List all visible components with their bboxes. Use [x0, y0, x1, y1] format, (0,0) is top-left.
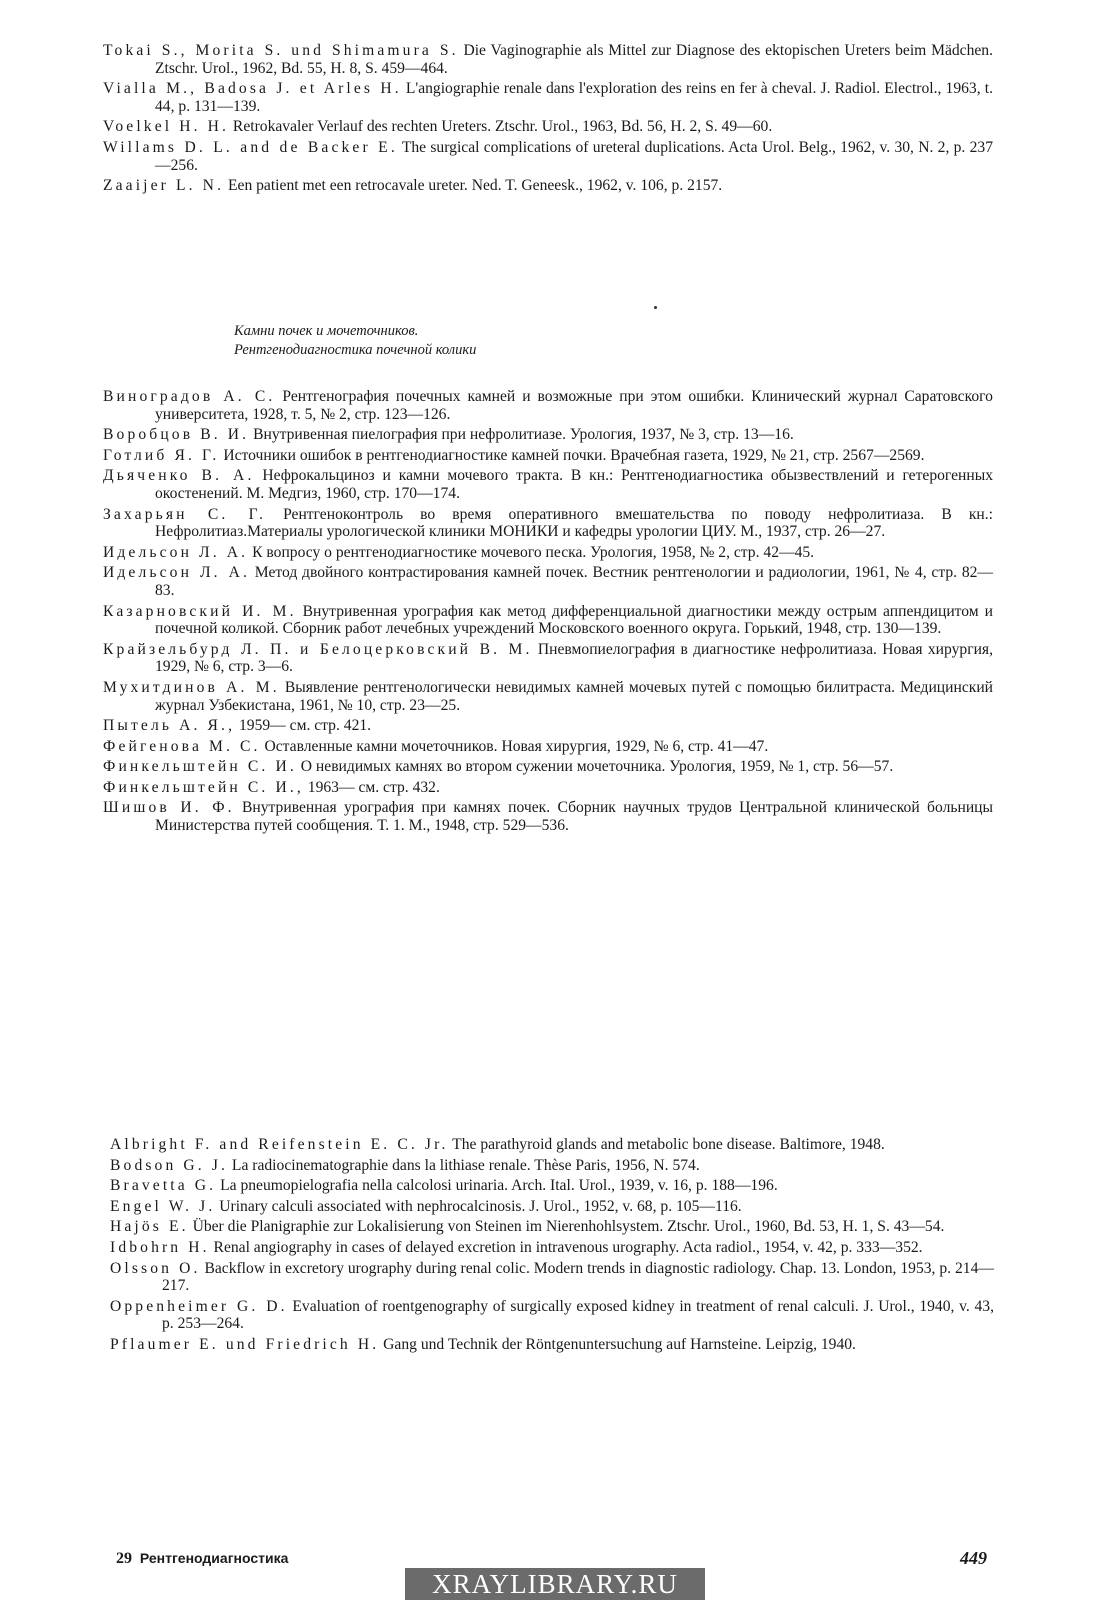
reference-entry — [103, 544, 993, 562]
reference-author: Казарновский И. М. — [103, 602, 297, 620]
reference-entry — [103, 80, 993, 115]
reference-author: Idbohrn H. — [110, 1238, 210, 1256]
reference-author: Pflaumer E. und Friedrich H. — [110, 1335, 380, 1353]
print-speck — [654, 306, 657, 309]
section-heading-line-1: Камни почек и мочеточников. — [234, 323, 419, 339]
reference-author: Финкельштейн С. И. — [103, 758, 297, 776]
reference-entry — [103, 467, 993, 502]
reference-text: Evaluation of roentgenography of surgically exposed kidney in treatment of renal calculi. J. Urol., 1940, v. 43, p. 253—264. — [162, 1297, 995, 1333]
reference-author: Крайзельбурд Л. П. и Белоцерковский В. М. — [103, 640, 533, 658]
reference-entry — [103, 799, 993, 834]
reference-list-russian — [103, 388, 993, 838]
reference-text: Внутривенная пиелография при нефролитиазе. Урология, 1937, № 3, стр. 13—16. — [249, 426, 794, 444]
reference-entry — [103, 717, 993, 735]
reference-entry — [110, 1177, 994, 1195]
reference-list-top — [103, 42, 993, 198]
page-number: 449 — [960, 1548, 987, 1568]
reference-author: Шишов И. Ф. — [103, 799, 235, 817]
reference-author: Bodson G. J. — [110, 1156, 229, 1174]
signature-title: Рентгенодиагностика — [139, 1550, 289, 1566]
reference-text: Выявление рентгенологически невидимых камней мочевых путей с помощью билитраста. Медицинский журнал Узбекистана, 1961, № 10, стр. 23—25. — [155, 678, 994, 714]
reference-author: Albright F. and Reifenstein E. C. Jr. — [110, 1136, 449, 1153]
reference-author: Идельсон Л. А. — [103, 564, 250, 582]
reference-author: Tokai S., Morita S. und Shimamura S. — [103, 42, 459, 59]
reference-text: Рентгенография почечных камней и возможные при этом ошибки. Клинический журнал Саратовского университета, 1928, т. 5, № 2, стр. 123—126. — [155, 388, 993, 423]
reference-author: Bravetta G. — [110, 1177, 217, 1195]
reference-author: Идельсон Л. А. — [103, 543, 249, 561]
reference-text: Een patient met een retrocavale ureter. Ned. T. Geneesk., 1962, v. 106, p. 2157. — [224, 177, 723, 195]
reference-text: Retrokavaler Verlauf des rechten Ureters. Ztschr. Urol., 1963, Bd. 56, H. 2, S. 49—60. — [229, 118, 773, 136]
reference-author: Мухитдинов А. М. — [103, 678, 280, 696]
reference-text: Die Vaginographie als Mittel zur Diagnose des ektopischen Ureters beim Mädchen. Ztschr. Urol., 1962, Bd. 55, H. 8, S. 459—464. — [155, 42, 993, 77]
reference-text: Внутривенная урография при камнях почек. Сборник научных трудов Центральной клинической больницы Министерства путей сообщения. Т. 1. М., 1948, стр. 529—536. — [155, 799, 993, 835]
reference-entry — [103, 679, 993, 714]
reference-list-foreign — [110, 1136, 994, 1357]
reference-entry — [103, 779, 993, 797]
reference-entry — [103, 42, 993, 77]
reference-text: 1959— см. стр. 421. — [235, 717, 372, 735]
reference-entry — [103, 506, 993, 541]
reference-entry — [103, 447, 993, 465]
reference-text: Renal angiography in cases of delayed excretion in intravenous urography. Acta radiol., 1954, v. 42, p. 333—352. — [209, 1238, 923, 1256]
reference-entry — [103, 564, 993, 599]
reference-text: L'angiographie renale dans l'exploration des reins en fer à cheval. J. Radiol. Electrol., 1963, t. 44, p. 131—139. — [155, 80, 993, 115]
reference-text: Внутривенная урография как метод дифференциальной диагностики между острым аппендицитом и почечной коликой. Сборник работ лечебных учреждений Московского военного округа. Горький, 1948, стр. 130—139. — [155, 602, 993, 638]
reference-entry — [103, 139, 993, 174]
reference-author: Engel W. J. — [110, 1197, 216, 1215]
reference-text: Метод двойного контрастирования камней почек. Вестник рентгенологии и радиологии, 1961, № 4, стр. 82—83. — [155, 564, 994, 599]
reference-text: О невидимых камнях во втором сужении мочеточника. Урология, 1959, № 1, стр. 56—57. — [296, 758, 894, 776]
reference-text: Источники ошибок в рентгенодиагностике камней почки. Врачебная газета, 1929, № 21, стр. 2567—2569. — [219, 446, 925, 464]
reference-text: La pneumopielografia nella calcolosi urinaria. Arch. Ital. Urol., 1939, v. 16, p. 188—196. — [216, 1177, 778, 1195]
reference-author: Hajös E. — [110, 1218, 189, 1236]
reference-entry — [103, 388, 993, 423]
reference-text: 1963— см. стр. 432. — [303, 778, 440, 796]
reference-author: Финкельштейн С. И., — [103, 778, 304, 796]
reference-entry — [103, 738, 993, 756]
reference-text: La radiocinematographie dans la lithiase renale. Thèse Paris, 1956, N. 574. — [228, 1156, 700, 1174]
reference-author: Фейгенова М. С. — [103, 737, 261, 755]
reference-entry — [110, 1136, 994, 1154]
reference-entry — [103, 603, 993, 638]
reference-text: Пневмопиелография в диагностике нефролитиаза. Новая хирургия, 1929, № 6, стр. 3—6. — [155, 640, 994, 676]
reference-author: Дьяченко В. А. — [103, 467, 255, 485]
reference-author: Willams D. L. and de Backer E. — [103, 138, 398, 156]
reference-text: Оставленные камни мочеточников. Новая хирургия, 1929, № 6, стр. 41—47. — [260, 737, 769, 755]
section-heading — [234, 322, 476, 360]
reference-entry — [110, 1260, 994, 1295]
reference-entry — [103, 177, 993, 195]
watermark: XRAYLIBRARY.RU — [405, 1568, 705, 1600]
reference-entry — [110, 1239, 994, 1257]
reference-author: Виноградов А. С. — [103, 388, 276, 405]
reference-author: Воробцов В. И. — [103, 426, 250, 444]
signature-number: 29 — [116, 1550, 132, 1567]
reference-author: Пытель А. Я., — [103, 717, 236, 735]
reference-text: The surgical complications of ureteral duplications. Acta Urol. Belg., 1962, v. 30, N. 2, p. 237—256. — [155, 138, 993, 174]
reference-text: The parathyroid glands and metabolic bone disease. Baltimore, 1948. — [448, 1136, 885, 1153]
reference-entry — [110, 1157, 994, 1175]
reference-author: Olsson O. — [110, 1259, 201, 1277]
reference-text: Über die Planigraphie zur Lokalisierung von Steinen im Nierenhohlsystem. Ztschr. Urol., 1960, Bd. 53, H. 1, S. 43—54. — [188, 1218, 945, 1236]
reference-text: К вопросу о рентгенодиагностике мочевого песка. Урология, 1958, № 2, стр. 42—45. — [248, 543, 815, 561]
reference-text: Нефрокальциноз и камни мочевого тракта. В кн.: Рентгенодиагностика обызвествлений и гетерогенных окостенений. М. Медгиз, 1960, стр. 170—174. — [155, 467, 993, 502]
reference-text: Gang und Technik der Röntgenuntersuchung auf Harnsteine. Leipzig, 1940. — [379, 1335, 856, 1353]
section-heading-line-2: Рентгенодиагностика почечной колики — [234, 342, 477, 358]
reference-entry — [103, 118, 993, 136]
reference-author: Oppenheimer G. D. — [110, 1297, 288, 1315]
reference-author: Vialla M., Badosa J. et Arles H. — [103, 80, 402, 98]
reference-entry — [110, 1336, 994, 1354]
reference-entry — [110, 1298, 994, 1333]
reference-entry — [103, 426, 993, 444]
footer-signature — [116, 1550, 288, 1568]
reference-text: Backflow in excretory urography during renal colic. Modern trends in diagnostic radiology. Chap. 13. London, 1953, p. 214—217. — [162, 1259, 994, 1295]
reference-entry — [103, 758, 993, 776]
reference-author: Готлиб Я. Г. — [103, 446, 220, 464]
reference-entry — [110, 1218, 994, 1236]
reference-author: Voelkel H. H. — [103, 118, 230, 136]
reference-text: Рентгеноконтроль во время оперативного вмешательства по поводу нефролитиаза. В кн.: Нефролитиаз.Материалы урологической клиники МОНИКИ и кафедры урологии ЦИУ. М., 1937, стр. 26—27. — [155, 505, 994, 541]
reference-author: Захарьян С. Г. — [103, 505, 266, 523]
reference-entry — [103, 641, 993, 676]
reference-author: Zaaijer L. N. — [103, 177, 225, 195]
reference-text: Urinary calculi associated with nephrocalcinosis. J. Urol., 1952, v. 68, p. 105—116. — [215, 1197, 742, 1215]
reference-entry — [110, 1198, 994, 1216]
